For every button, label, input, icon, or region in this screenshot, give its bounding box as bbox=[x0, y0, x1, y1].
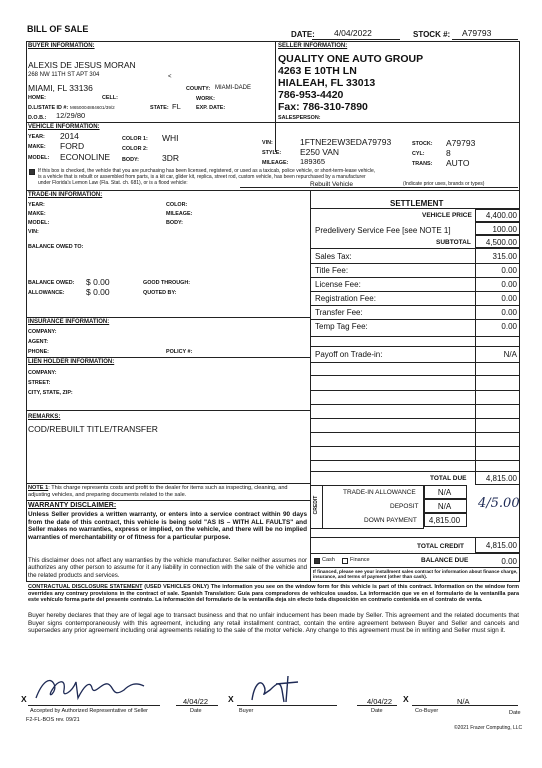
registration-fee-label: Registration Fee: bbox=[315, 294, 376, 303]
predelivery-label: Predelivery Service Fee [see NOTE 1] bbox=[315, 226, 451, 235]
total-due: 4,815.00 bbox=[485, 474, 517, 483]
insurance-agent-label: AGENT: bbox=[28, 339, 49, 345]
title-fee-label: Title Fee: bbox=[315, 266, 349, 275]
balance-due: 0.00 bbox=[501, 557, 517, 566]
payoff-label: Payoff on Trade-in: bbox=[315, 350, 383, 359]
insurance-section-header: INSURANCE INFORMATION: bbox=[28, 319, 110, 325]
seller-sign-caption: Accepted by Authorized Representative of Seller bbox=[30, 708, 149, 714]
seller-sign-date: 4/04/22 bbox=[183, 697, 209, 706]
vehicle-cyl: 8 bbox=[446, 148, 451, 158]
cobuyer-value: N/A bbox=[457, 697, 470, 706]
trade-vin-label: VIN: bbox=[28, 229, 39, 235]
handwritten-amount: 4/5.00 bbox=[478, 496, 520, 511]
vehicle-trans-label: TRANS: bbox=[412, 161, 433, 167]
buyer-work-label: WORK: bbox=[196, 96, 215, 102]
vehicle-vin: 1FTNE2EW3EDA79793 bbox=[300, 137, 392, 147]
vehicle-vin-label: VIN: bbox=[262, 140, 273, 146]
lien-company-label: COMPANY: bbox=[28, 370, 57, 376]
trade-model-label: MODEL: bbox=[28, 220, 50, 226]
vehicle-color1: WHI bbox=[162, 133, 179, 143]
seller-x: X bbox=[21, 694, 27, 704]
trade-section-header: TRADE-IN INFORMATION: bbox=[28, 192, 103, 198]
vehicle-mileage: 189365 bbox=[300, 157, 326, 166]
balance-owed-label: BALANCE OWED: bbox=[28, 280, 75, 286]
temp-tag-label: Temp Tag Fee: bbox=[315, 322, 368, 331]
buyer-dl: M650004884601/39/2 bbox=[70, 105, 115, 110]
license-fee: 0.00 bbox=[501, 280, 517, 289]
cobuyer-sign-caption: Co-Buyer bbox=[415, 708, 439, 714]
insurance-policy-label: POLICY #: bbox=[166, 349, 193, 355]
buyer-cell-label: CELL: bbox=[102, 95, 118, 101]
vehicle-mileage-label: MILEAGE: bbox=[262, 160, 289, 166]
cobuyer-x: X bbox=[403, 694, 409, 704]
buyer-county-label: COUNTY: bbox=[186, 86, 211, 92]
cash-checkbox[interactable] bbox=[314, 558, 320, 564]
copyright: ©2021 Frazer Computing, LLC bbox=[454, 725, 523, 731]
buyer-exp-label: EXP. DATE: bbox=[196, 105, 226, 111]
subtotal: 4,500.00 bbox=[485, 238, 517, 247]
good-through-label: GOOD THROUGH: bbox=[143, 280, 191, 286]
seller-address: 4263 E 10TH LN bbox=[278, 65, 357, 77]
buyer-section-header: BUYER INFORMATION: bbox=[28, 43, 95, 49]
buyer-sign-date: 4/04/22 bbox=[367, 697, 393, 706]
buyer-state-label: STATE: bbox=[150, 105, 169, 111]
agreement-text: Buyer hereby declares that they are of legal age to transact business and that no unfair inducement has been made by Seller. This agreement and the related documents that Buyer signs contemporaneously with this agreement, including any retail installment contract, contain the entire agreement between Buyer and Seller and cancels and supersedes any prior agreement including oral agreements relating to the sale of the motor vehicle. Any change to this agreement must be in writing and Seller must sign it. bbox=[28, 612, 519, 634]
buyer-date-caption: Date bbox=[371, 708, 383, 714]
trade-body-label: BODY: bbox=[166, 220, 183, 226]
vehicle-make-label: MAKE: bbox=[28, 144, 46, 150]
rebuilt-value: Rebuilt Vehicle bbox=[310, 181, 353, 188]
settlement-header: SETTLEMENT bbox=[390, 199, 444, 208]
stock-value: A79793 bbox=[462, 28, 492, 38]
seller-section-header: SELLER INFORMATION: bbox=[278, 43, 348, 49]
cash-label: Cash bbox=[322, 557, 335, 563]
vehicle-color2-label: COLOR 2: bbox=[122, 146, 148, 152]
finance-note: If financed, please see your installment sales contract for information about finance charge, insurance, and terms of payment (other than cash). bbox=[313, 569, 518, 580]
document-title: BILL OF SALE bbox=[27, 24, 89, 34]
buyer-sign-caption: Buyer bbox=[239, 708, 254, 714]
warranty-text: Unless Seller provides a written warranty, or enters into a service contract within 90 days from the date of this contract, this vehicle is being sold "AS IS – WITH ALL FAULTS" and Seller makes no warranties, express or implied, on the vehicle, and there will be no implied warranties of merchantability or of fitness for a particular purpose. bbox=[28, 511, 307, 542]
payoff: N/A bbox=[503, 350, 517, 359]
trade-allowance: N/A bbox=[437, 488, 452, 497]
vehicle-body: 3DR bbox=[162, 153, 180, 163]
insurance-company-label: COMPANY: bbox=[28, 329, 57, 335]
vehicle-model-label: MODEL: bbox=[28, 155, 50, 161]
buyer-home-label: HOME: bbox=[28, 95, 46, 101]
buyer-city: MIAMI, FL 33136 bbox=[28, 83, 93, 93]
trade-year-label: YEAR: bbox=[28, 202, 45, 208]
vehicle-color1-label: COLOR 1: bbox=[122, 136, 148, 142]
vehicle-trans: AUTO bbox=[446, 158, 470, 168]
balance-due-label: BALANCE DUE bbox=[421, 557, 469, 564]
finance-label: Finance bbox=[350, 557, 370, 563]
contractual-heading: CONTRACTUAL DISCLOSURE STATEMENT bbox=[28, 584, 143, 590]
buyer-dl-label: D.L/STATE ID #: bbox=[28, 105, 69, 111]
vehicle-price-label: VEHICLE PRICE bbox=[422, 212, 472, 219]
note1-heading: NOTE 1 bbox=[28, 485, 49, 491]
trade-mileage-label: MILEAGE: bbox=[166, 211, 193, 217]
salesperson-label: SALESPERSON: bbox=[278, 115, 321, 121]
cobuyer-date-caption: Date bbox=[509, 710, 521, 716]
buyer-x: X bbox=[228, 694, 234, 704]
rebuilt-checkbox[interactable] bbox=[29, 169, 35, 175]
down-payment: 4,815.00 bbox=[428, 516, 461, 525]
note1-text: : This charge represents costs and profit to the dealer for items such as inspecting, cleaning, and adjusting vehicles, and preparing documents related to the sale. bbox=[28, 485, 288, 498]
buyer-county: MIAMI-DADE bbox=[215, 85, 251, 91]
lien-street-label: STREET: bbox=[28, 380, 51, 386]
vehicle-style-label: STYLE: bbox=[262, 150, 282, 156]
seller-city: HIALEAH, FL 33013 bbox=[278, 77, 376, 89]
warranty-heading: WARRANTY DISCLAIMER: bbox=[28, 502, 117, 509]
allowance-label: ALLOWANCE: bbox=[28, 290, 65, 296]
seller-date-caption: Date bbox=[190, 708, 202, 714]
remarks-text: COD/REBUILT TITLE/TRANSFER bbox=[28, 424, 158, 434]
rebuilt-note-line3: under Florida's Lemon Law (Fla. Stat. ch. 681), or is a flood vehicle: bbox=[38, 180, 188, 186]
balance-owed-to-label: BALANCE OWED TO: bbox=[28, 244, 84, 250]
subtotal-label: SUBTOTAL bbox=[436, 239, 471, 246]
transfer-fee: 0.00 bbox=[501, 308, 517, 317]
vehicle-body-label: BODY: bbox=[122, 157, 139, 163]
buyer-name: ALEXIS DE JESUS MORAN bbox=[28, 60, 136, 70]
lien-section-header: LIEN HOLDER INFORMATION: bbox=[28, 359, 115, 365]
deposit: N/A bbox=[437, 502, 452, 511]
buyer-signature bbox=[246, 672, 306, 706]
vehicle-year: 2014 bbox=[60, 131, 79, 141]
trade-make-label: MAKE: bbox=[28, 211, 46, 217]
vehicle-make: FORD bbox=[60, 141, 85, 151]
stock-label: STOCK #: bbox=[413, 30, 451, 39]
date-label: DATE: bbox=[291, 30, 315, 39]
warranty-text-2: This disclaimer does not affect any warranties by the vehicle manufacturer. Seller neither assumes nor authorizes any other person to assume for it any liability in connection with the sale of the vehicle and the related products and services. bbox=[28, 557, 307, 579]
contractual-text: (USED VEHICLES ONLY) The information you see on the window form for this vehicle is part of this contract. Information on the window form overrides any contrary provisions in the contract of sale. Spanish Translation: Guía para compradores de vehículos usados. La información que ve en el formulario de la ventanilla para este vehículo forma parte del presente contrato. La información del formulario de la ventanilla deja sin efecto toda disposición en contrario contenida en el contrato de venta. bbox=[28, 584, 519, 603]
sales-tax-label: Sales Tax: bbox=[315, 252, 352, 261]
vehicle-style: E250 VAN bbox=[300, 147, 340, 157]
trade-allowance-label: TRADE-IN ALLOWANCE bbox=[343, 489, 416, 496]
rebuilt-note-line2: is a vehicle that is rebuilt or assembled from parts, is a kit car, glider kit, replica, street rod, custom vehicle, has been repurchased by a manufacturer bbox=[38, 174, 366, 180]
temp-tag: 0.00 bbox=[501, 322, 517, 331]
vehicle-cyl-label: CYL: bbox=[412, 151, 425, 157]
rebuilt-hint: (Indicate prior uses, brands or types) bbox=[403, 181, 485, 187]
title-fee: 0.00 bbox=[501, 266, 517, 275]
trade-color-label: COLOR: bbox=[166, 202, 188, 208]
finance-checkbox[interactable] bbox=[342, 558, 348, 564]
sales-tax: 315.00 bbox=[492, 252, 517, 261]
down-payment-label: DOWN PAYMENT bbox=[364, 517, 417, 524]
license-fee-label: License Fee: bbox=[315, 280, 361, 289]
buyer-dob: 12/29/80 bbox=[56, 111, 86, 120]
registration-fee: 0.00 bbox=[501, 294, 517, 303]
buyer-state: FL bbox=[172, 102, 181, 111]
vehicle-section-header: VEHICLE INFORMATION: bbox=[28, 124, 100, 130]
total-due-label: TOTAL DUE bbox=[430, 475, 467, 482]
insurance-phone-label: PHONE: bbox=[28, 349, 49, 355]
vehicle-stock-label: STOCK: bbox=[412, 141, 433, 147]
vehicle-model: ECONOLINE bbox=[60, 152, 111, 162]
vehicle-stock: A79793 bbox=[446, 138, 476, 148]
vehicle-year-label: YEAR: bbox=[28, 134, 45, 140]
credit-label: CREDIT bbox=[313, 495, 319, 515]
total-credit: 4,815.00 bbox=[485, 541, 517, 550]
transfer-fee-label: Transfer Fee: bbox=[315, 308, 363, 317]
remarks-section-header: REMARKS: bbox=[28, 414, 61, 420]
total-credit-label: TOTAL CREDIT bbox=[417, 543, 464, 550]
predelivery-fee: 100.00 bbox=[492, 225, 517, 234]
seller-signature bbox=[32, 672, 162, 704]
balance-owed: $ 0.00 bbox=[86, 277, 110, 287]
seller-name: QUALITY ONE AUTO GROUP bbox=[278, 53, 424, 65]
seller-fax: Fax: 786-310-7890 bbox=[278, 101, 368, 113]
rebuilt-note-line1: If this box is checked, the vehicle that you are purchasing has been licensed, registered, or used as a taxicab, police vehicle, or short-term-lease vehicle, bbox=[38, 168, 376, 174]
buyer-mark: < bbox=[168, 74, 172, 80]
buyer-dob-label: D.O.B.: bbox=[28, 115, 47, 121]
allowance: $ 0.00 bbox=[86, 287, 110, 297]
date-value: 4/04/2022 bbox=[334, 28, 372, 38]
vehicle-price: 4,400.00 bbox=[485, 211, 517, 220]
seller-phone: 786-953-4420 bbox=[278, 89, 344, 101]
form-number: F2-FL-BOS rev. 09/21 bbox=[26, 717, 80, 723]
lien-city-label: CITY, STATE, ZIP: bbox=[28, 390, 73, 396]
quoted-by-label: QUOTED BY: bbox=[143, 290, 177, 296]
buyer-address: 268 NW 11TH ST APT 304 bbox=[28, 72, 100, 78]
deposit-label: DEPOSIT bbox=[390, 503, 419, 510]
